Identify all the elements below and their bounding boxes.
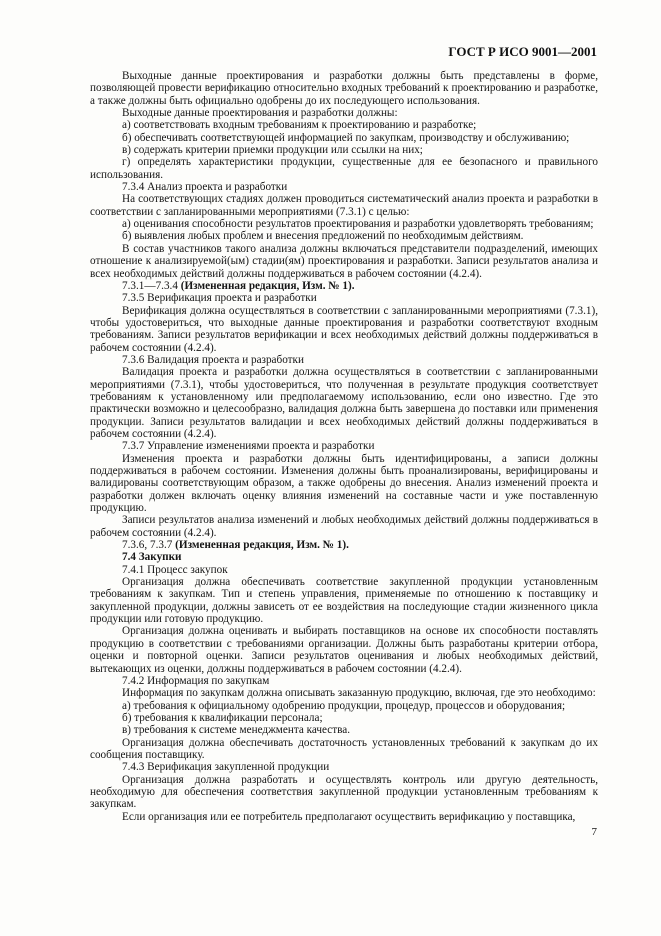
section-heading: 7.4.2 Информация по закупкам	[122, 674, 270, 687]
list-item: б) выявления любых проблем и внесения предложений по необходимым действиям.	[122, 230, 524, 243]
section-heading: 7.4.3 Верификация закупленной продукции	[122, 761, 330, 774]
page-number: 7	[591, 826, 597, 838]
section-heading: 7.3.4 Анализ проекта и разработки	[122, 181, 288, 194]
document-body	[90, 70, 598, 823]
section-heading: 7.4.1 Процесс закупок	[122, 563, 228, 576]
section-heading: 7.3.5 Верификация проекта и разработки	[122, 292, 317, 305]
paragraph: Организация должна обеспечивать соответствие закупленной продукции установленным требованиям к закупкам. Тип и степень управления, применяемые по отношению к поставщику и закупленной продукции, должны зависеть от ее воздействия на последующие стадии жизненного цикла продукции или готовую продукцию.	[90, 576, 598, 626]
amendment-clauses: 7.3.1—7.3.4	[122, 279, 181, 292]
list-item: а) соответствовать входным требованиям к проектированию и разработке;	[122, 119, 477, 132]
list-item: в) требования к системе менеджмента качества.	[122, 724, 351, 737]
amendment-clauses: 7.3.6, 7.3.7	[122, 539, 176, 552]
paragraph: Записи результатов анализа изменений и любых необходимых действий должны поддерживаться в рабочем состоянии (4.2.4).	[90, 514, 598, 539]
paragraph: Организация должна разработать и осуществлять контроль или другую деятельность, необходимую для обеспечения соответствия закупленной продукции установленным требованиям к закупкам.	[90, 773, 598, 811]
list-item: в) содержать критерии приемки продукции или ссылки на них;	[122, 144, 423, 157]
section-heading: 7.3.7 Управление изменениями проекта и разработки	[122, 440, 375, 453]
section-heading: 7.3.6 Валидация проекта и разработки	[122, 353, 304, 366]
amendment-label: (Измененная редакция, Изм. № 1).	[175, 539, 349, 552]
standard-code-header: ГОСТ Р ИСО 9001—2001	[448, 44, 597, 59]
paragraph: Изменения проекта и разработки должны быть идентифицированы, а записи должны поддерживаться в рабочем состоянии. Изменения должны быть проанализированы, верифицированы и валидированы соответствующим образом, а также одобрены до внесения. Анализ изменений проекта и разработки должен включать оценку влияния изменений на составные части и уже поставленную продукцию.	[90, 452, 598, 515]
list-item: б) требования к квалификации персонала;	[122, 711, 323, 724]
paragraph: На соответствующих стадиях должен проводиться систематический анализ проекта и разработки в соответствии с запланированными мероприятиями (7.3.1) с целью:	[90, 193, 598, 218]
paragraph: Выходные данные проектирования и разработки должны быть представлены в форме, позволяющей провести верификацию относительно входных требований к проектированию и разработке, а также должны быть официально одобрены до их последующего использования.	[90, 70, 598, 107]
paragraph: Если организация или ее потребитель предполагают осуществить верификацию у поставщика,	[122, 810, 576, 823]
paragraph: Организация должна обеспечивать достаточность установленных требований к закупкам до их сообщения поставщику.	[90, 736, 598, 761]
amendment-note	[90, 280, 598, 292]
paragraph: Выходные данные проектирования и разработки должны:	[122, 107, 398, 120]
section-heading-bold: 7.4 Закупки	[122, 551, 182, 564]
list-item: а) требования к официальному одобрению продукции, процедур, процессов и оборудования;	[122, 699, 566, 712]
amendment-note	[90, 539, 598, 551]
amendment-label: (Измененная редакция, Изм. № 1).	[180, 279, 355, 292]
paragraph: Верификация должна осуществляться в соответствии с запланированными мероприятиями (7.3.1), чтобы удостовериться, что выходные данные проектирования и разработки соответствуют входным требованиям. Записи результатов верификации и всех необходимых действий должны поддерживаться в рабочем состоянии (4.2.4).	[90, 304, 598, 354]
list-item: а) оценивания способности результатов проектирования и разработки удовлетворять требованиям;	[122, 218, 594, 231]
paragraph: Информация по закупкам должна описывать заказанную продукцию, включая, где это необходимо:	[122, 687, 596, 700]
list-item: г) определять характеристики продукции, существенные для ее безопасного и правильного использования.	[90, 156, 598, 181]
paragraph: Организация должна оценивать и выбирать поставщиков на основе их способности поставлять продукцию в соответствии с требованиями организации. Должны быть разработаны критерии отбора, оценки и повторной оценки. Записи результатов оценивания и любых необходимых действий, вытекающих из оценки, должны поддерживаться в рабочем состоянии (4.2.4).	[90, 625, 598, 675]
paragraph: Валидация проекта и разработки должна осуществляться в соответствии с запланированными мероприятиями (7.3.1), чтобы удостовериться, что полученная в результате продукция соответствует требованиям к установленному или предполагаемому использованию, если оно известно. Где это практически возможно и целесообразно, валидация должна быть завершена до поставки или применения продукции. Записи результатов валидации и всех необходимых действий должны поддерживаться в рабочем состоянии (4.2.4).	[90, 366, 598, 440]
list-item: б) обеспечивать соответствующей информацией по закупкам, производству и обслуживанию;	[122, 131, 570, 144]
paragraph: В состав участников такого анализа должны включаться представители подразделений, имеющих отношение к анализируемой(ым) стадии(ям) проектирования и разработки. Записи результатов анализа и всех необходимых действий должны поддерживаться в рабочем состоянии (4.2.4).	[90, 242, 598, 280]
